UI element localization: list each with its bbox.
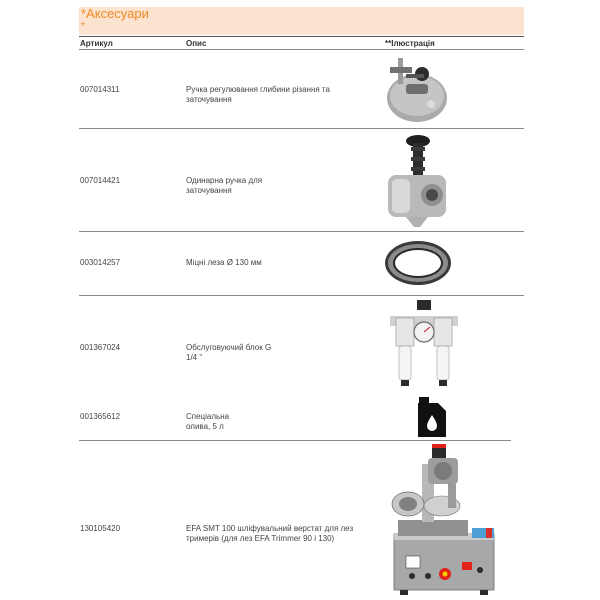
header-top-rule (79, 36, 524, 37)
row-6-description-line-2: тримерів (для лез EFA Trimmer 90 і 130) (186, 534, 335, 543)
row-3-rule (79, 295, 524, 296)
row-5-description-line-2: олива, 5 л (186, 422, 224, 431)
row-2-rule (79, 231, 524, 232)
row-3-article: 003014257 (80, 258, 121, 267)
row-1-article: 007014311 (80, 85, 120, 94)
row-1-description-line-1: Ручка регулювання глибини різання та (186, 85, 330, 94)
grinding-machine-image (388, 444, 498, 596)
row-5-article: 001365612 (80, 412, 121, 421)
row-6-description-line-1: EFA SMT 100 шліфувальний верстат для лез (186, 524, 354, 533)
row-1-rule (79, 128, 524, 129)
service-unit-image (390, 298, 458, 390)
row-4-description-line-1: Обслуговуючий блок G (186, 343, 272, 352)
header-illustration: **Ілюстрація (385, 39, 435, 48)
blade-ring-image (384, 238, 452, 288)
section-banner (79, 7, 524, 35)
row-1-description-line-2: заточування (186, 95, 232, 104)
header-description: Опис (186, 39, 207, 48)
section-title: *Аксесуари (81, 6, 149, 21)
row-5-description-line-1: Спеціальна (186, 412, 230, 421)
row-2-article: 007014421 (80, 176, 121, 185)
row-2-description-line-2: заточування (186, 186, 232, 195)
depth-adjust-handle-image (384, 54, 450, 126)
single-handle-image (384, 133, 450, 229)
row-4-description-line-2: 1/4 " (186, 353, 203, 362)
section-title-suffix: * (81, 21, 85, 32)
row-5-rule (79, 440, 511, 441)
row-6-article: 130105420 (80, 524, 121, 533)
row-2-description-line-1: Одинарна ручка для (186, 176, 263, 185)
row-3-description-line-1: Міцні леза Ø 130 мм (186, 258, 262, 267)
row-4-article: 001367024 (80, 343, 121, 352)
oil-canister-image (416, 395, 448, 439)
header-bottom-rule (79, 49, 524, 50)
header-article: Артикул (80, 39, 113, 48)
